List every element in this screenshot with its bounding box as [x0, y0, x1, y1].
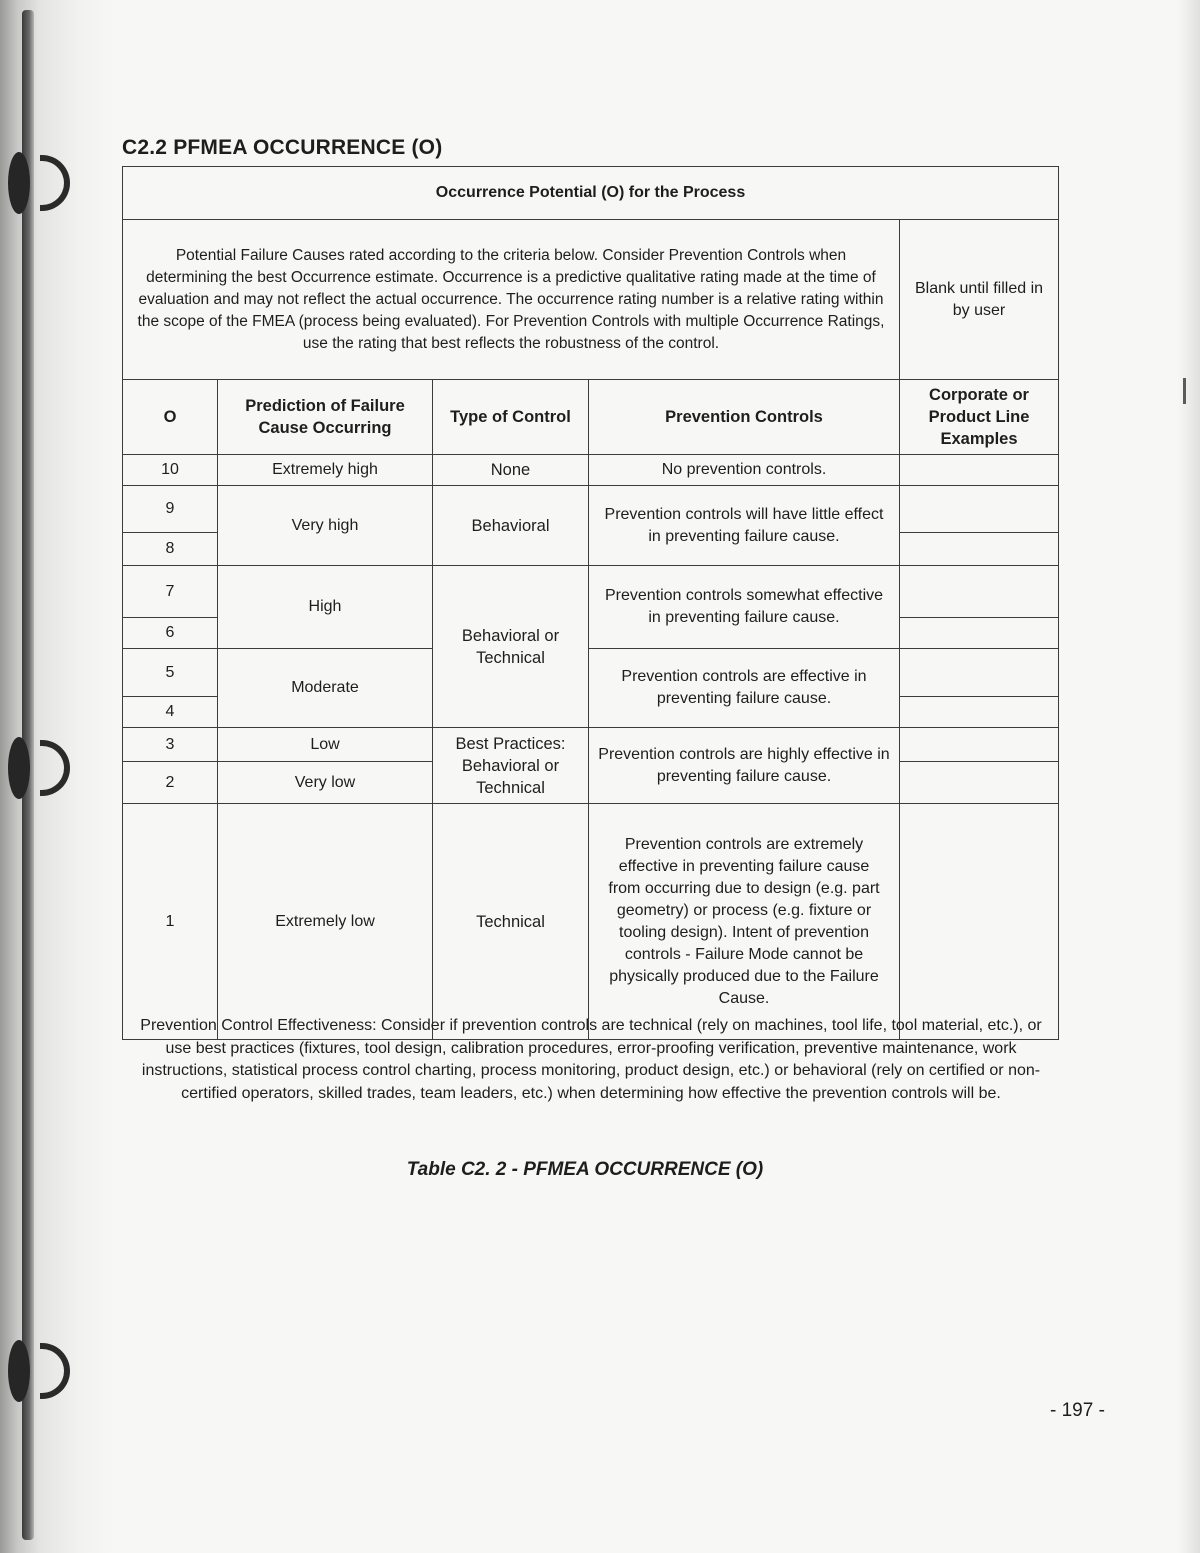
prevention-somewhat: Prevention controls somewhat effective in preventing failure cause. [589, 566, 900, 649]
control-type-technical: Technical [433, 804, 589, 1040]
rating-5: 5 [123, 649, 218, 697]
examples-cell [900, 533, 1059, 566]
prediction-extremely-high: Extremely high [218, 455, 433, 486]
examples-cell [900, 728, 1059, 762]
rating-1: 1 [123, 804, 218, 1040]
section-title: C2.2 PFMEA OCCURRENCE (O) [122, 136, 443, 159]
table-header: Occurrence Potential (O) for the Process [123, 167, 1059, 220]
rating-6: 6 [123, 618, 218, 649]
table-caption: Table C2. 2 - PFMEA OCCURRENCE (O) [406, 1159, 764, 1180]
page-edge-shadow [1178, 0, 1200, 1553]
examples-cell [900, 566, 1059, 618]
prevention-highly: Prevention controls are highly effective in preventing failure cause. [589, 728, 900, 804]
col-header-examples: Corporate or Product Line Examples [900, 380, 1059, 455]
scan-mark [1183, 378, 1186, 404]
occurrence-table [122, 166, 1059, 1040]
examples-cell [900, 762, 1059, 804]
effectiveness-note: Prevention Control Effectiveness: Consider if prevention controls are technical (rely on machines, tool life, tool material, etc.), or use best practices (fixtures, tool design, calibration procedures, error-proofing verification, preventive maintenance, work instructions, statistical process control charting, process monitoring, product design, etc.) or behavioral (rely on certified or non-certified operators, skilled trades, team leaders, etc.) when determining how effective the prevention controls will be. [140, 1017, 1042, 1102]
examples-cell [900, 697, 1059, 728]
prediction-very-high: Very high [218, 486, 433, 566]
col-header-prediction: Prediction of Failure Cause Occurring [218, 380, 433, 455]
prevention-none: No prevention controls. [589, 455, 900, 486]
rating-7: 7 [123, 566, 218, 618]
table-intro: Potential Failure Causes rated according to the criteria below. Consider Prevention Controls when determining the best Occurrence estimate. Occurrence is a predictive qualitative rating made at the time of evaluation and may not reflect the actual occurrence. The occurrence rating number is a relative rating within the scope of the FMEA (process being evaluated). For Prevention Controls with multiple Occurrence Ratings, use the rating that best reflects the robustness of the control. [123, 220, 900, 380]
examples-cell [900, 486, 1059, 533]
rating-2: 2 [123, 762, 218, 804]
examples-cell [900, 618, 1059, 649]
rating-9: 9 [123, 486, 218, 533]
control-type-behavioral: Behavioral [433, 486, 589, 566]
prevention-little: Prevention controls will have little effect in preventing failure cause. [589, 486, 900, 566]
prediction-moderate: Moderate [218, 649, 433, 728]
rating-3: 3 [123, 728, 218, 762]
page-number: - 197 - [1050, 1400, 1105, 1421]
control-type-none: None [433, 455, 589, 486]
blank-note: Blank until filled in by user [900, 220, 1059, 380]
prevention-effective: Prevention controls are effective in preventing failure cause. [589, 649, 900, 728]
examples-cell [900, 804, 1059, 1040]
prevention-extremely: Prevention controls are extremely effective in preventing failure cause from occurring due to design (e.g. part geometry) or process (e.g. fixture or tooling design). Intent of prevention controls - Failure Mode cannot be physically produced due to the Failure Cause. [589, 804, 900, 1040]
prediction-low: Low [218, 728, 433, 762]
examples-cell [900, 455, 1059, 486]
col-header-o: O [123, 380, 218, 455]
binder-ring-bottom [4, 1340, 74, 1402]
rating-4: 4 [123, 697, 218, 728]
rating-8: 8 [123, 533, 218, 566]
control-type-behavioral-technical: Behavioral or Technical [433, 566, 589, 728]
prediction-extremely-low: Extremely low [218, 804, 433, 1040]
control-type-best-practices: Best Practices: Behavioral or Technical [433, 728, 589, 804]
col-header-controls: Prevention Controls [589, 380, 900, 455]
prediction-high: High [218, 566, 433, 649]
binder-ring-middle [4, 737, 74, 799]
rating-10: 10 [123, 455, 218, 486]
binder-ring-top [4, 152, 74, 214]
col-header-type: Type of Control [433, 380, 589, 455]
prediction-very-low: Very low [218, 762, 433, 804]
examples-cell [900, 649, 1059, 697]
